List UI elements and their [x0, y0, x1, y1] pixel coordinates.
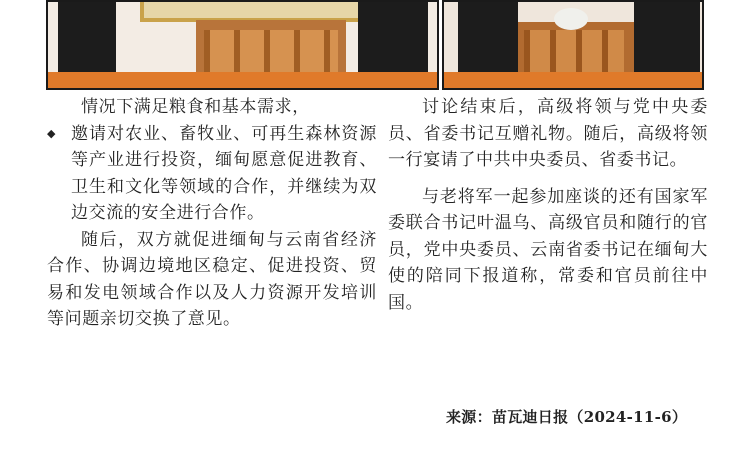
bullet-list-item — [47, 121, 377, 227]
photo-meeting-left — [46, 0, 439, 90]
photo-meeting-right — [442, 0, 704, 90]
source-citation: 来源：苗瓦迪日报（2024-11-6） — [446, 408, 688, 426]
paragraph: 与老将军一起参加座谈的还有国家军委联合书记叶温乌、高级官员和随行的官员，党中央委员、云南省委书记在缅甸大使的陪同下报道称，常委和官员前往中国。 — [388, 186, 708, 313]
right-column — [388, 94, 708, 316]
carpet-floor — [48, 72, 437, 88]
carpet-floor — [444, 72, 702, 88]
paragraph-continued: 情况下满足粮食和基本需求， — [81, 97, 310, 117]
bullet-text: 邀请对农业、畜牧业、可再生森林资源等产业进行投资，缅甸愿意促进教育、卫生和文化等领域的合作，并继续为双边交流的安全进行合作。 — [71, 123, 377, 223]
diamond-bullet-icon: ◆ — [47, 126, 57, 140]
left-column — [47, 94, 377, 333]
paragraph: 讨论结束后，高级将领与党中央委员、省委书记互赠礼物。随后，高级将领一行宴请了中共中央委员、省委书记。 — [388, 97, 708, 170]
flower-vase — [554, 8, 588, 30]
paragraph: 随后，双方就促进缅甸与云南省经济合作、协调边境地区稳定、促进投资、贸易和发电领域合作以及人力资源开发培训等问题亲切交换了意见。 — [47, 229, 377, 329]
